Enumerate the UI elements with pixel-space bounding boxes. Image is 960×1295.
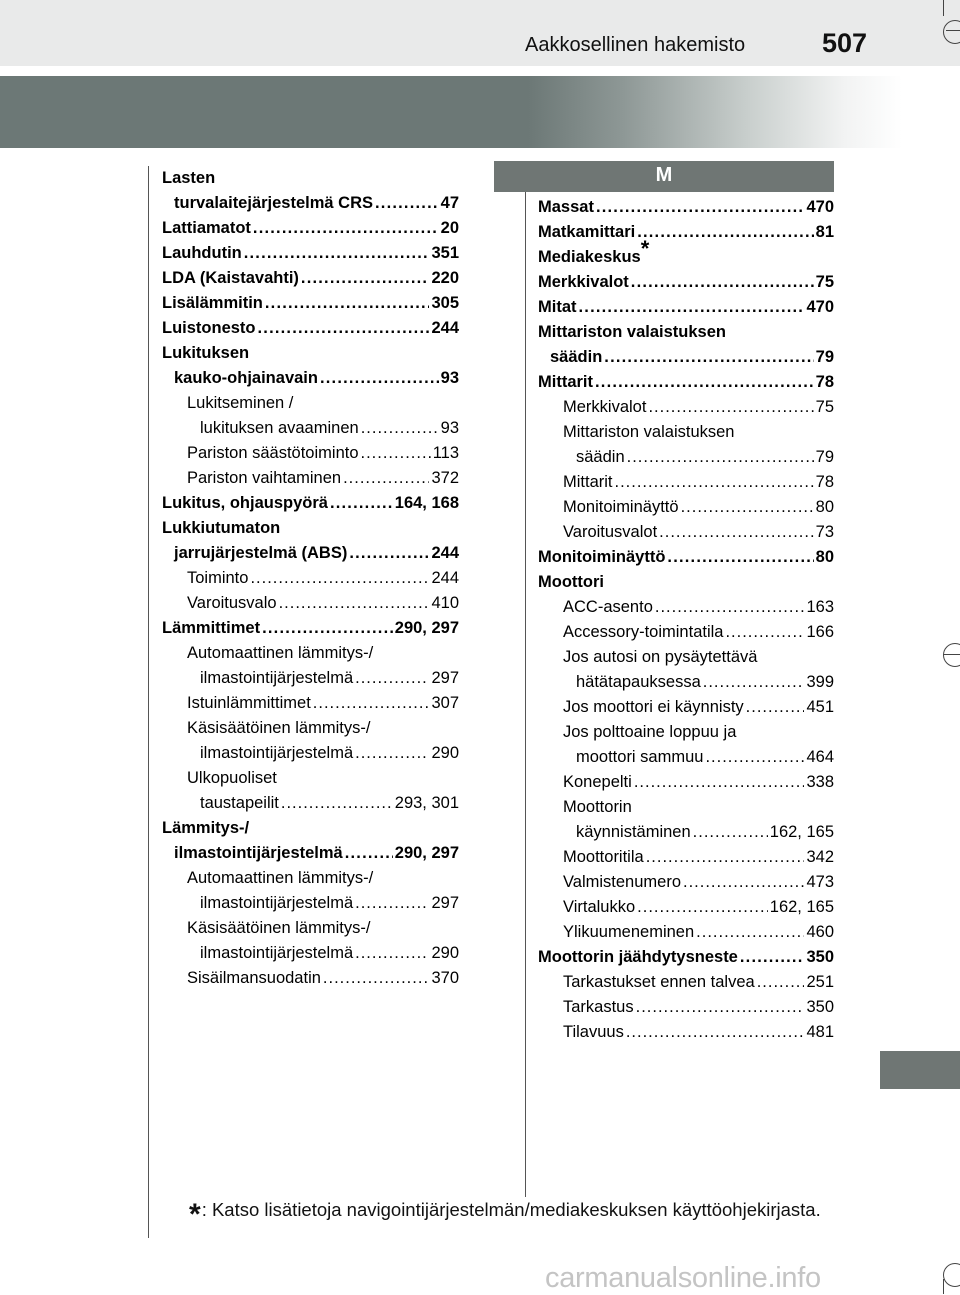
dot-leader xyxy=(323,966,430,991)
dot-leader xyxy=(627,445,814,470)
dot-leader xyxy=(301,266,430,291)
entry-page: 80 xyxy=(815,498,834,516)
index-column-left xyxy=(162,166,459,991)
dot-leader xyxy=(281,791,393,816)
index-entry xyxy=(538,770,834,795)
dot-leader xyxy=(615,470,814,495)
dot-leader xyxy=(262,616,393,641)
entry-page: 79 xyxy=(815,448,834,466)
entry-label: Toiminto xyxy=(187,569,249,587)
entry-label: LDA (Kaistavahti) xyxy=(162,269,299,287)
entry-page: 73 xyxy=(815,523,834,541)
dot-leader xyxy=(746,695,805,720)
index-entry xyxy=(162,391,459,416)
entry-label: ilmastointijärjestelmä xyxy=(174,844,343,862)
entry-label: Moottorin xyxy=(563,798,632,816)
registration-mark xyxy=(943,643,960,667)
entry-label: Lasten xyxy=(162,169,216,187)
entry-page: 470 xyxy=(806,198,834,216)
entry-page: 372 xyxy=(431,469,459,487)
entry-label: Varoitusvalo xyxy=(187,594,277,612)
entry-label: ilmastointijärjestelmä xyxy=(200,669,354,687)
entry-label: Lauhdutin xyxy=(162,244,242,262)
index-entry xyxy=(538,545,834,570)
entry-label: Moottoritila xyxy=(563,848,644,866)
index-entry xyxy=(162,516,459,541)
entry-label: lukituksen avaaminen xyxy=(200,419,359,437)
index-entry xyxy=(538,320,834,345)
page-number: 507 xyxy=(822,28,868,58)
entry-page: 244 xyxy=(431,544,459,562)
entry-label: hätätapauksessa xyxy=(576,673,701,691)
index-entry xyxy=(162,491,459,516)
index-entry xyxy=(162,666,459,691)
entry-page: 75 xyxy=(815,273,834,291)
index-entry xyxy=(162,266,459,291)
index-entry xyxy=(538,495,834,520)
index-entry xyxy=(538,220,834,245)
dot-leader xyxy=(740,945,805,970)
index-entry xyxy=(162,916,459,941)
dot-leader xyxy=(646,845,805,870)
decorative-banner xyxy=(0,76,960,148)
entry-page: 166 xyxy=(806,623,834,641)
entry-page: 307 xyxy=(431,694,459,712)
entry-page: 290, 297 xyxy=(394,619,459,637)
entry-page: 80 xyxy=(815,548,834,566)
index-entry xyxy=(162,566,459,591)
entry-label: Lattiamatot xyxy=(162,219,251,237)
index-entry xyxy=(538,445,834,470)
entry-label: Moottorin jäähdytysneste xyxy=(538,948,738,966)
index-entry xyxy=(162,341,459,366)
registration-mark xyxy=(943,20,960,44)
entry-label: Pariston vaihtaminen xyxy=(187,469,342,487)
dot-leader xyxy=(343,466,429,491)
entry-label: Sisäilmansuodatin xyxy=(187,969,321,987)
dot-leader xyxy=(253,216,439,241)
entry-label: turvalaitejärjestelmä CRS xyxy=(174,194,374,212)
dot-leader xyxy=(279,591,430,616)
entry-label: Mittariston valaistuksen xyxy=(538,323,726,341)
column-divider xyxy=(525,192,526,1197)
index-entry xyxy=(162,366,459,391)
entry-page: 410 xyxy=(431,594,459,612)
index-entry xyxy=(538,845,834,870)
entry-label: Lukitseminen / xyxy=(187,394,294,412)
dot-leader xyxy=(244,241,430,266)
dot-leader xyxy=(637,895,768,920)
entry-page: 399 xyxy=(806,673,834,691)
index-entry xyxy=(162,816,459,841)
section-title: Aakkosellinen hakemisto xyxy=(525,34,746,56)
dot-leader xyxy=(258,316,430,341)
index-entry xyxy=(538,820,834,845)
dot-leader xyxy=(355,741,429,766)
index-entry xyxy=(162,691,459,716)
dot-leader xyxy=(631,270,814,295)
dot-leader xyxy=(681,495,814,520)
index-entry xyxy=(538,236,834,270)
header-bar xyxy=(0,0,960,66)
dot-leader xyxy=(683,870,804,895)
index-entry xyxy=(162,466,459,491)
entry-page: 297 xyxy=(431,894,459,912)
entry-page: 244 xyxy=(431,569,459,587)
entry-label: ilmastointijärjestelmä xyxy=(200,894,354,912)
index-entry xyxy=(538,645,834,670)
dot-leader xyxy=(757,970,805,995)
index-entry xyxy=(538,520,834,545)
entry-page: 81 xyxy=(815,223,834,241)
index-entry xyxy=(162,166,459,191)
index-entry xyxy=(162,791,459,816)
index-entry xyxy=(538,945,834,970)
registration-mark xyxy=(943,1263,960,1287)
index-entry xyxy=(162,316,459,341)
index-entry xyxy=(162,641,459,666)
entry-label: Mittarit xyxy=(538,373,593,391)
index-entry xyxy=(538,345,834,370)
entry-page: 20 xyxy=(440,219,459,237)
entry-label: Lukkiutumaton xyxy=(162,519,281,537)
entry-page: 451 xyxy=(806,698,834,716)
left-margin-rule xyxy=(148,166,149,1238)
entry-page: 47 xyxy=(440,194,459,212)
entry-page: 93 xyxy=(440,369,459,387)
entry-page: 350 xyxy=(806,998,834,1016)
dot-leader xyxy=(265,291,430,316)
entry-page: 351 xyxy=(431,244,459,262)
entry-page: 473 xyxy=(806,873,834,891)
dot-leader xyxy=(655,595,805,620)
footnote-marker: * xyxy=(640,236,650,261)
entry-label: Luistonesto xyxy=(162,319,256,337)
index-entry xyxy=(538,795,834,820)
entry-page: 251 xyxy=(806,973,834,991)
entry-label: ilmastointijärjestelmä xyxy=(200,944,354,962)
entry-label: Mediakeskus xyxy=(538,248,641,266)
index-entry xyxy=(162,766,459,791)
index-entry xyxy=(538,995,834,1020)
entry-label: säädin xyxy=(550,348,603,366)
entry-label: Tarkastukset ennen talvea xyxy=(563,973,755,991)
index-entry xyxy=(162,866,459,891)
entry-label: Tarkastus xyxy=(563,998,634,1016)
entry-label: Varoitusvalot xyxy=(563,523,658,541)
index-entry xyxy=(538,195,834,220)
entry-page: 78 xyxy=(815,373,834,391)
letter-header-m: M xyxy=(494,161,834,192)
entry-label: Ylikuumeneminen xyxy=(563,923,695,941)
entry-label: ACC-asento xyxy=(563,598,653,616)
index-entry xyxy=(162,191,459,216)
watermark: carmanualsonline.info xyxy=(545,1262,821,1294)
dot-leader xyxy=(667,545,813,570)
entry-label: Tilavuus xyxy=(563,1023,624,1041)
dot-leader xyxy=(375,191,439,216)
dot-leader xyxy=(696,920,804,945)
entry-label: ilmastointijärjestelmä xyxy=(200,744,354,762)
entry-label: Moottori xyxy=(538,573,604,591)
entry-label: Mitat xyxy=(538,298,577,316)
index-entry xyxy=(162,891,459,916)
entry-label: kauko-ohjainavain xyxy=(174,369,318,387)
dot-leader xyxy=(361,416,439,441)
index-entry xyxy=(538,595,834,620)
index-entry xyxy=(538,370,834,395)
entry-label: Valmistenumero xyxy=(563,873,681,891)
entry-label: Käsisäätöinen lämmitys-/ xyxy=(187,919,371,937)
dot-leader xyxy=(604,345,813,370)
entry-page: 79 xyxy=(815,348,834,366)
index-entry xyxy=(162,616,459,641)
entry-page: 164, 168 xyxy=(394,494,459,512)
entry-page: 470 xyxy=(806,298,834,316)
dot-leader xyxy=(703,670,805,695)
entry-label: Massat xyxy=(538,198,594,216)
index-entry xyxy=(538,295,834,320)
entry-page: 290, 297 xyxy=(394,844,459,862)
entry-label: moottori sammuu xyxy=(576,748,704,766)
index-entry xyxy=(162,966,459,991)
dot-leader xyxy=(579,295,805,320)
entry-page: 370 xyxy=(431,969,459,987)
entry-label: taustapeilit xyxy=(200,794,279,812)
entry-page: 162, 165 xyxy=(769,898,834,916)
entry-page: 78 xyxy=(815,473,834,491)
index-entry xyxy=(538,870,834,895)
entry-label: Mittariston valaistuksen xyxy=(563,423,735,441)
entry-label: Automaattinen lämmitys-/ xyxy=(187,869,374,887)
entry-page: 220 xyxy=(431,269,459,287)
dot-leader xyxy=(648,395,813,420)
index-entry xyxy=(162,541,459,566)
entry-label: Jos autosi on pysäytettävä xyxy=(563,648,758,666)
dot-leader xyxy=(349,541,429,566)
entry-label: Merkkivalot xyxy=(563,398,647,416)
index-entry xyxy=(538,695,834,720)
entry-label: Lukitus, ohjauspyörä xyxy=(162,494,328,512)
dot-leader xyxy=(250,566,429,591)
entry-label: Merkkivalot xyxy=(538,273,629,291)
entry-label: Monitoiminäyttö xyxy=(563,498,679,516)
index-entry xyxy=(538,420,834,445)
dot-leader xyxy=(636,995,805,1020)
entry-page: 162, 165 xyxy=(769,823,834,841)
index-entry xyxy=(538,470,834,495)
dot-leader xyxy=(596,195,805,220)
entry-label: Monitoiminäyttö xyxy=(538,548,666,566)
entry-label: Jos polttoaine loppuu ja xyxy=(563,723,737,741)
index-entry xyxy=(162,241,459,266)
index-entry xyxy=(538,1020,834,1045)
entry-label: Pariston säästötoiminto xyxy=(187,444,359,462)
entry-page: 305 xyxy=(431,294,459,312)
dot-leader xyxy=(637,220,813,245)
index-column-right xyxy=(538,195,834,1045)
entry-page: 244 xyxy=(431,319,459,337)
entry-label: Lämmitys-/ xyxy=(162,819,250,837)
dot-leader xyxy=(355,666,429,691)
index-entry xyxy=(538,920,834,945)
index-entry xyxy=(538,670,834,695)
index-entry xyxy=(538,570,834,595)
entry-page: 290 xyxy=(431,744,459,762)
index-entry xyxy=(162,291,459,316)
entry-page: 163 xyxy=(806,598,834,616)
entry-label: käynnistäminen xyxy=(576,823,691,841)
entry-label: Jos moottori ei käynnisty xyxy=(563,698,744,716)
dot-leader xyxy=(355,941,429,966)
crop-mark xyxy=(943,0,944,16)
entry-page: 338 xyxy=(806,773,834,791)
entry-page: 75 xyxy=(815,398,834,416)
index-entry xyxy=(538,270,834,295)
index-entry xyxy=(162,841,459,866)
entry-label: Lisälämmitin xyxy=(162,294,263,312)
entry-page: 293, 301 xyxy=(394,794,459,812)
index-entry xyxy=(538,720,834,745)
index-entry xyxy=(538,745,834,770)
thumb-index-tab xyxy=(880,1051,960,1089)
dot-leader xyxy=(705,745,804,770)
index-entry xyxy=(162,941,459,966)
index-entry xyxy=(162,216,459,241)
entry-label: säädin xyxy=(576,448,625,466)
entry-page: 481 xyxy=(806,1023,834,1041)
dot-leader xyxy=(595,370,814,395)
entry-label: Virtalukko xyxy=(563,898,636,916)
dot-leader xyxy=(725,620,804,645)
dot-leader xyxy=(361,441,431,466)
dot-leader xyxy=(320,366,439,391)
dot-leader xyxy=(345,841,393,866)
footnote-text: : Katso lisätietoja navigointijärjestelmän/mediakeskuksen käyttöohjekirjasta. xyxy=(201,1199,821,1220)
entry-label: Istuinlämmittimet xyxy=(187,694,311,712)
entry-label: Käsisäätöinen lämmitys-/ xyxy=(187,719,371,737)
entry-page: 297 xyxy=(431,669,459,687)
dot-leader xyxy=(634,770,805,795)
entry-label: Automaattinen lämmitys-/ xyxy=(187,644,374,662)
index-entry xyxy=(538,895,834,920)
footnote-star: * xyxy=(189,1198,201,1231)
entry-page: 113 xyxy=(432,444,459,462)
entry-page: 93 xyxy=(440,419,459,437)
footnote xyxy=(189,1198,821,1232)
dot-leader xyxy=(355,891,429,916)
entry-label: Lämmittimet xyxy=(162,619,261,637)
entry-label: Matkamittari xyxy=(538,223,636,241)
entry-page: 464 xyxy=(806,748,834,766)
entry-label: jarrujärjestelmä (ABS) xyxy=(174,544,348,562)
dot-leader xyxy=(313,691,430,716)
index-entry xyxy=(162,416,459,441)
entry-label: Lukituksen xyxy=(162,344,250,362)
index-entry xyxy=(538,620,834,645)
index-entry xyxy=(162,591,459,616)
dot-leader xyxy=(626,1020,805,1045)
index-entry xyxy=(162,716,459,741)
index-entry xyxy=(538,395,834,420)
entry-label: Ulkopuoliset xyxy=(187,769,277,787)
entry-page: 460 xyxy=(806,923,834,941)
entry-label: Mittarit xyxy=(563,473,613,491)
index-entry xyxy=(162,741,459,766)
entry-page: 290 xyxy=(431,944,459,962)
entry-page: 350 xyxy=(806,948,834,966)
dot-leader xyxy=(659,520,813,545)
entry-label: Accessory-toimintatila xyxy=(563,623,724,641)
dot-leader xyxy=(330,491,393,516)
entry-page: 342 xyxy=(806,848,834,866)
dot-leader xyxy=(693,820,768,845)
index-entry xyxy=(162,441,459,466)
entry-label: Konepelti xyxy=(563,773,632,791)
index-entry xyxy=(538,970,834,995)
